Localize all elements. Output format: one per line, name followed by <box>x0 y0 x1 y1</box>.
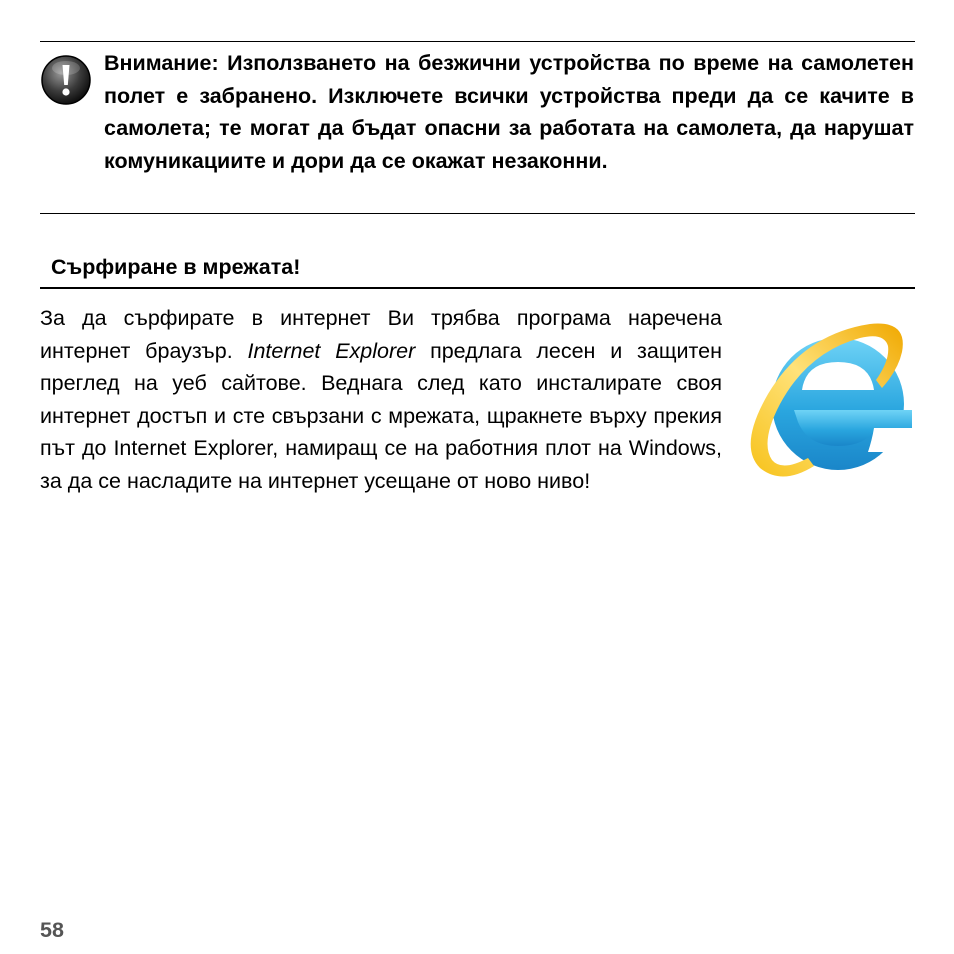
body-text-part1: За да сърфирате в интернет Ви трябва програма наречена интернет браузър. <box>40 306 722 363</box>
warning-bottom-rule <box>40 213 915 214</box>
body-text-part2: предлага лесен и защитен преглед на уеб сайтове. Веднага след като инсталирате своя интернет достъп и сте свързани с мрежата, щракнете върху прекия път до Internet Explorer, намиращ се на работния плот на Windows, за да се насладите на интернет усещане от ново ниво! <box>40 338 722 493</box>
top-rule <box>40 41 915 42</box>
internet-explorer-logo <box>742 318 914 480</box>
warning-text: Внимание: Използването на безжични устройства по време на самолетен полет е забранено. Изключете всички устройства преди да се качите в самолета; те могат да бъдат опасни за работата на самолета, да нарушат комуникациите и дори да се окажат незаконни. <box>104 51 914 173</box>
section-rule <box>40 287 915 289</box>
exclamation-icon <box>40 54 92 106</box>
browser-name: Internet Explorer <box>247 338 416 363</box>
page-number: 58 <box>40 918 64 942</box>
body-paragraph <box>40 302 722 497</box>
section-heading: Сърфиране в мрежата! <box>51 255 301 279</box>
